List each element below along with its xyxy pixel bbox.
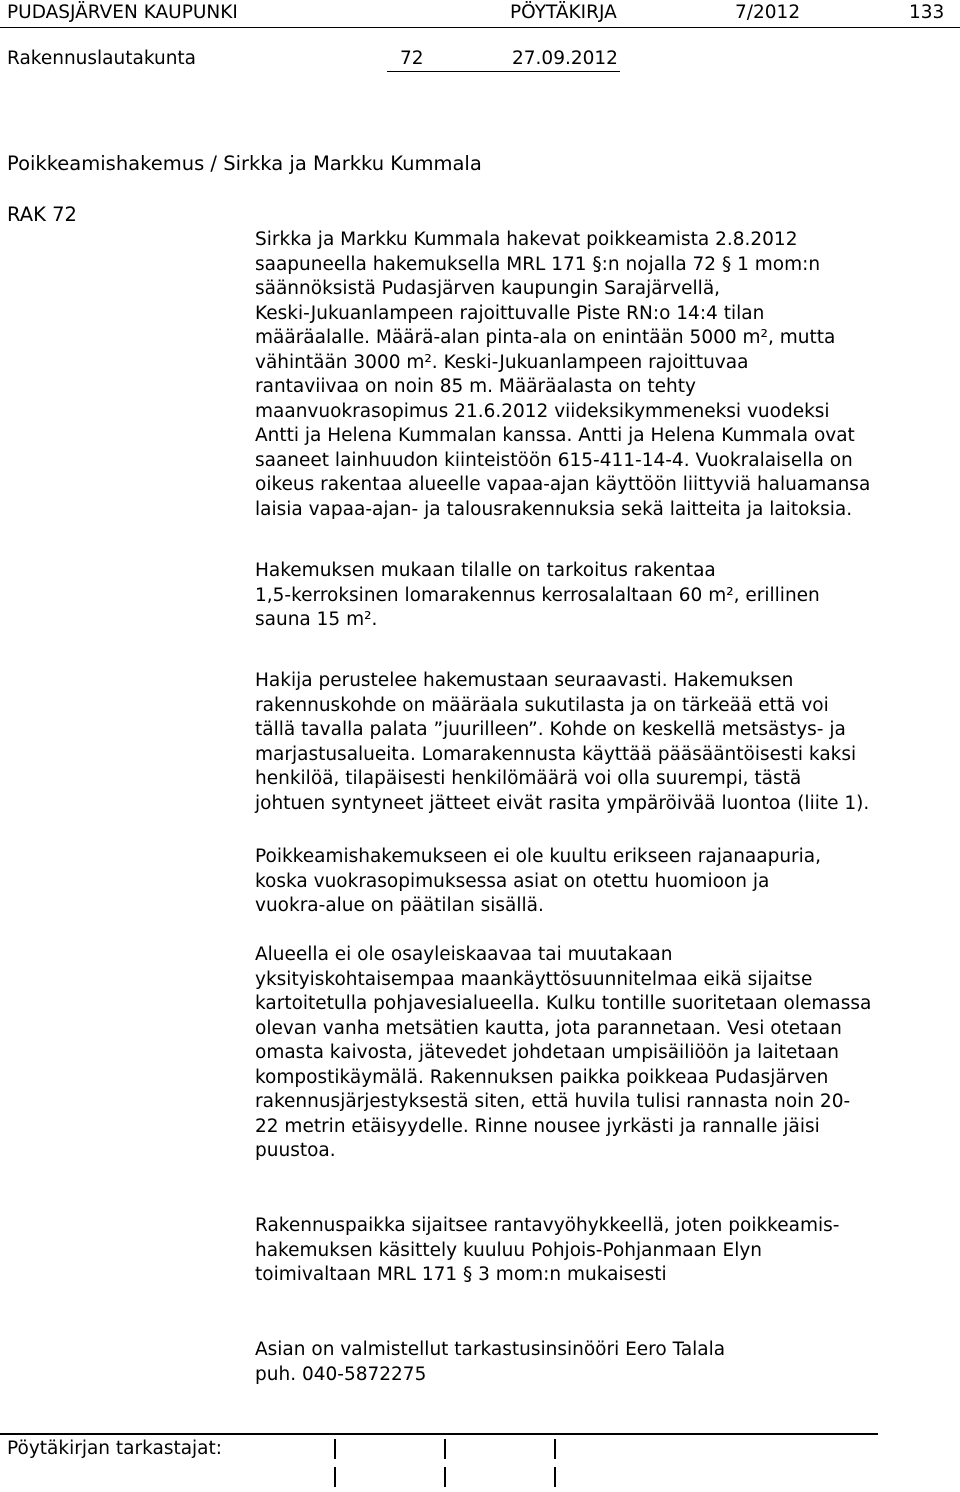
section-reference: RAK 72 <box>7 203 77 226</box>
signature-field-4 <box>334 1467 336 1487</box>
page-number: 133 <box>909 2 945 23</box>
signature-field-3 <box>554 1439 556 1459</box>
header-divider <box>0 27 960 28</box>
signature-field-5 <box>444 1467 446 1487</box>
meeting-date: 27.09.2012 <box>512 48 618 69</box>
signature-field-1 <box>334 1439 336 1459</box>
paragraph-area-details: Alueella ei ole osayleiskaavaa tai muutakaan yksityiskohtaisempaa maankäyttösuunnitelmaa eikä sijaitse kartoitetulla pohjavesialueella. Kulku tontille suoritetaan olemassa olevan vanha metsätien kautta, jota parannetaan. Vesi otetaan omasta kaivosta, jätevedet johdetaan umpisäiliöön ja laitetaan kompostikäymälä. Rakennuksen paikka poikkeaa Pudasjärven rakennusjärjestyksestä siten, että huvila tulisi rannasta noin 20- 22 metrin etäisyydelle. Rinne nousee jyrkästi ja rannalle jäisi puustoa. <box>255 944 872 1161</box>
paragraph-application: Sirkka ja Markku Kummala hakevat poikkeamista 2.8.2012 saapuneella hakemuksella MRL 171 §:n nojalla 72 § 1 mom:n säännöksistä Pudasjärven kaupungin Sarajärvellä, Keski-Jukuanlampeen rajoittuvalle Piste RN:o 14:4 tilan määräalalle. Määrä-alan pinta-ala on enintään 5000 m², mutta vähintään 3000 m². Keski-Jukuanlampeen rajoittuvaa rantaviivaa on noin 85 m. Määräalasta on tehty maanvuokrasopimus 21.6.2012 viideksikymmeneksi vuodeksi Antti ja Helena Kummalan kanssa. Antti ja Helena Kummala ovat saaneet lainhuudon kiinteistöön 615-411-14-4. Vuokralaisella on oikeus rakentaa alueelle vapaa-ajan käyttöön liittyviä haluamansa laisia vapaa-ajan- ja talousrakennuksia sekä laitteita ja laitoksia. <box>255 229 871 520</box>
page-title: Poikkeamishakemus / Sirkka ja Markku Kummala <box>7 152 482 175</box>
signature-field-2 <box>444 1439 446 1459</box>
paragraph-jurisdiction: Rakennuspaikka sijaitsee rantavyöhykkeellä, joten poikkeamis- hakemuksen käsittely kuuluu Pohjois-Pohjanmaan Elyn toimivaltaan MRL 171 § 3 mom:n mukaisesti <box>255 1215 840 1285</box>
document-type: PÖYTÄKIRJA <box>510 2 617 23</box>
board-name: Rakennuslautakunta <box>7 48 197 69</box>
paragraph-preparer: Asian on valmistellut tarkastusinsinööri Eero Talala puh. 040-5872275 <box>255 1339 726 1385</box>
section-number: 72 <box>400 48 424 69</box>
paragraph-justification: Hakija perustelee hakemustaan seuraavasti. Hakemuksen rakennuskohde on määräala sukutilasta ja on tärkeää että voi tällä tavalla palata ”juurilleen”. Kohde on keskellä metsästys- ja marjastusalueita. Lomarakennusta käyttää pääsääntöisesti kaksi henkilöä, tilapäisesti henkilömäärä voi olla suurempi, tästä johtuen syntyneet jätteet eivät rasita ympäröivää luontoa (liite 1). <box>255 670 870 814</box>
paragraph-building-plan: Hakemuksen mukaan tilalle on tarkoitus rakentaa 1,5-kerroksinen lomarakennus kerrosalaltaan 60 m², erillinen sauna 15 m². <box>255 560 820 630</box>
signature-field-6 <box>554 1467 556 1487</box>
footer-divider <box>0 1433 878 1435</box>
reviewers-label: Pöytäkirjan tarkastajat: <box>7 1438 223 1459</box>
meeting-underline <box>387 71 620 72</box>
organization-name: PUDASJÄRVEN KAUPUNKI <box>7 2 238 23</box>
issue-number: 7/2012 <box>735 2 801 23</box>
paragraph-neighbors: Poikkeamishakemukseen ei ole kuultu erikseen rajanaapuria, koska vuokrasopimuksessa asiat on otettu huomioon ja vuokra-alue on päätilan sisällä. <box>255 846 822 916</box>
